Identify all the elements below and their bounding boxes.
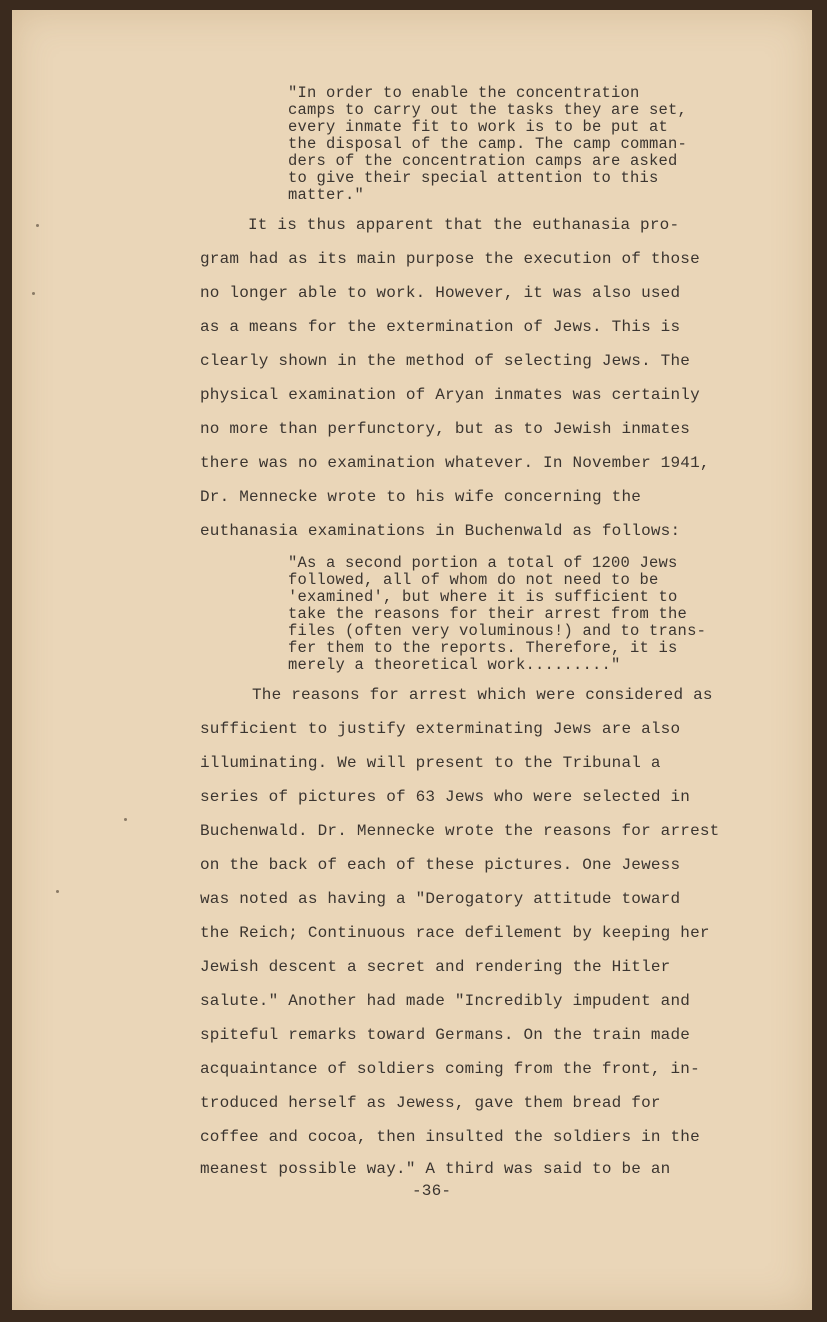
- body-line: Buchenwald. Dr. Mennecke wrote the reasons for arrest: [200, 822, 720, 840]
- margin-speck: [32, 292, 35, 295]
- body-line: illuminating. We will present to the Tribunal a: [200, 754, 661, 772]
- body-line: salute." Another had made "Incredibly impudent and: [200, 992, 691, 1010]
- margin-speck: [124, 818, 127, 821]
- quote-line: the disposal of the camp. The camp comman-: [288, 135, 688, 153]
- body-line: coffee and cocoa, then insulted the soldiers in the: [200, 1128, 700, 1146]
- quote-line: followed, all of whom do not need to be: [288, 571, 659, 589]
- quote-line: matter.": [288, 186, 365, 204]
- quote-line: 'examined', but where it is sufficient to: [288, 588, 678, 606]
- quote-line: every inmate fit to work is to be put at: [288, 118, 669, 136]
- body-line: sufficient to justify exterminating Jews are also: [200, 720, 681, 738]
- quote-line: ders of the concentration camps are asked: [288, 152, 678, 170]
- page-number: -36-: [412, 1182, 452, 1200]
- body-line: meanest possible way." A third was said to be an: [200, 1160, 671, 1178]
- quote-line: merely a theoretical work.........": [288, 656, 621, 674]
- quote-line: take the reasons for their arrest from the: [288, 605, 688, 623]
- body-line: gram had as its main purpose the execution of those: [200, 250, 700, 268]
- body-line: clearly shown in the method of selecting Jews. The: [200, 352, 691, 370]
- body-line: spiteful remarks toward Germans. On the train made: [200, 1026, 691, 1044]
- margin-speck: [36, 224, 39, 227]
- body-line: no more than perfunctory, but as to Jewish inmates: [200, 420, 691, 438]
- quote-line: fer them to the reports. Therefore, it is: [288, 639, 678, 657]
- quote-line: to give their special attention to this: [288, 169, 659, 187]
- body-line: Dr. Mennecke wrote to his wife concerning the: [200, 488, 642, 506]
- body-line: the Reich; Continuous race defilement by keeping her: [200, 924, 710, 942]
- body-line: The reasons for arrest which were considered as: [252, 686, 713, 704]
- body-line: physical examination of Aryan inmates was certainly: [200, 386, 700, 404]
- body-line: series of pictures of 63 Jews who were selected in: [200, 788, 691, 806]
- body-line: euthanasia examinations in Buchenwald as follows:: [200, 522, 681, 540]
- body-line: no longer able to work. However, it was also used: [200, 284, 681, 302]
- document-page: [12, 10, 812, 1310]
- quote-line: camps to carry out the tasks they are set,: [288, 101, 688, 119]
- body-line: Jewish descent a secret and rendering the Hitler: [200, 958, 671, 976]
- body-line: acquaintance of soldiers coming from the front, in-: [200, 1060, 700, 1078]
- margin-speck: [56, 890, 59, 893]
- quote-line: files (often very voluminous!) and to trans-: [288, 622, 707, 640]
- quote-line: "In order to enable the concentration: [288, 84, 640, 102]
- body-line: on the back of each of these pictures. One Jewess: [200, 856, 681, 874]
- body-line: troduced herself as Jewess, gave them bread for: [200, 1094, 661, 1112]
- quote-line: "As a second portion a total of 1200 Jews: [288, 554, 678, 572]
- body-line: It is thus apparent that the euthanasia pro-: [248, 216, 680, 234]
- body-line: there was no examination whatever. In November 1941,: [200, 454, 710, 472]
- body-line: as a means for the extermination of Jews. This is: [200, 318, 681, 336]
- body-line: was noted as having a "Derogatory attitude toward: [200, 890, 681, 908]
